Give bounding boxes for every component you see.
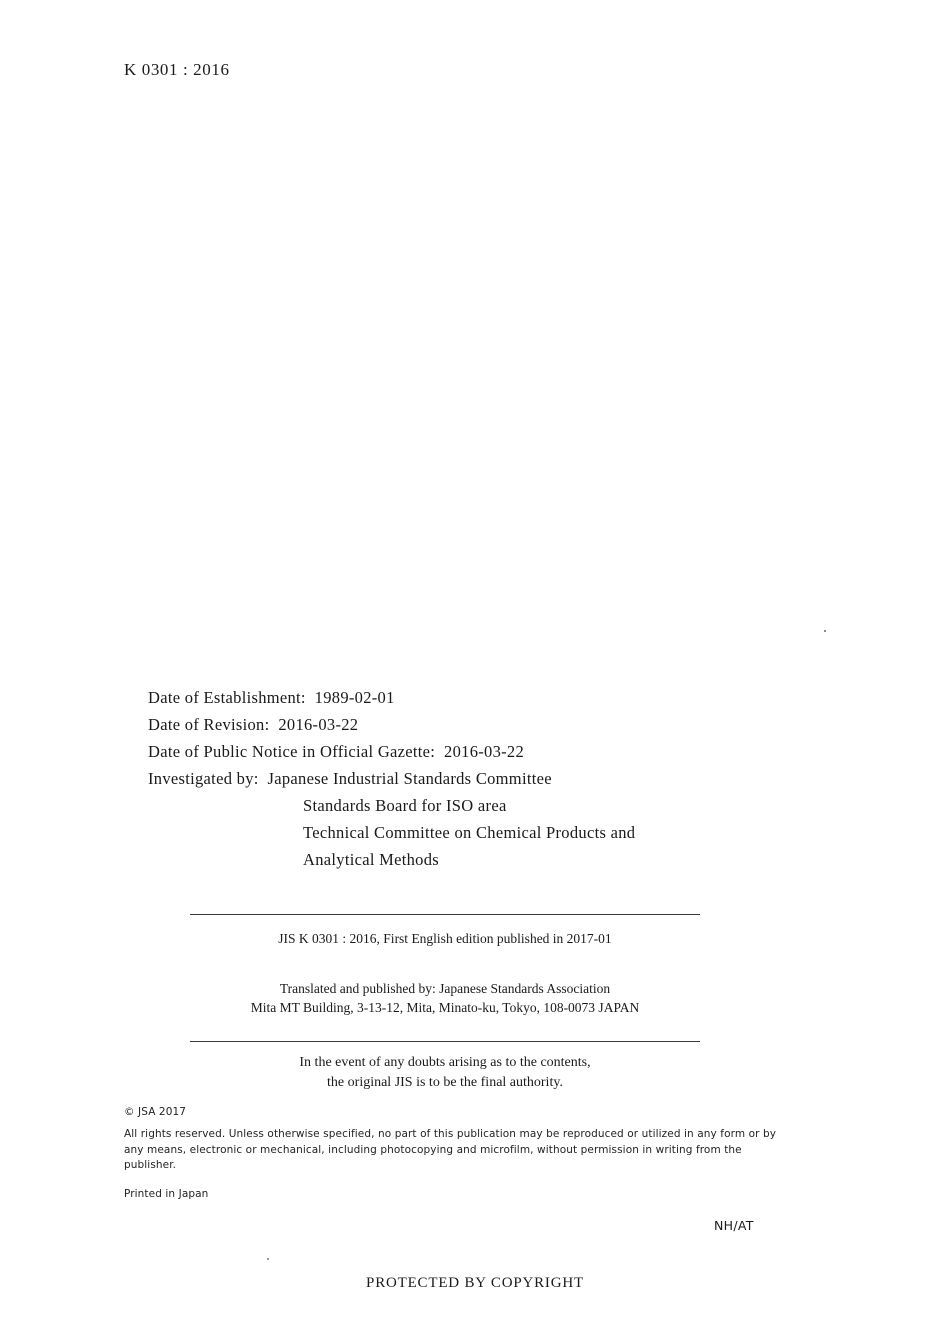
metadata-line-investigated-by: Investigated by: Japanese Industrial Standards Committee [148, 769, 552, 788]
metadata-line-revision: Date of Revision: 2016-03-22 [148, 715, 359, 734]
copyright-notice: © JSA 2017 [124, 1106, 187, 1118]
metadata-line-analytical-methods: Analytical Methods [303, 850, 439, 869]
metadata-line-public-notice: Date of Public Notice in Official Gazette: 2016-03-22 [148, 742, 525, 761]
metadata-line-technical-committee: Technical Committee on Chemical Products and [303, 823, 636, 842]
authority-notice [190, 1053, 700, 1093]
divider-bottom [190, 1041, 700, 1042]
authority-line-1: In the event of any doubts arising as to the contents, [299, 1055, 591, 1070]
scan-artifact-dot-secondary [267, 1258, 269, 1260]
metadata-line-standards-board: Standards Board for ISO area [303, 796, 507, 815]
scan-artifact-dot [824, 630, 826, 632]
establishment-metadata-block [148, 684, 798, 873]
publication-edition: JIS K 0301 : 2016, First English edition published in 2017-01 [278, 931, 612, 946]
publication-block [190, 925, 700, 1018]
authority-line-2: the original JIS is to be the final authority. [327, 1075, 563, 1090]
all-rights-reserved-text: All rights reserved. Unless otherwise specified, no part of this publication may be reproduced or utilized in any form or by any means, electronic or mechanical, including photocopying and microfilm, without permission in writing from the publisher. [124, 1128, 777, 1171]
page-footer-copyright: PROTECTED BY COPYRIGHT [366, 1275, 584, 1291]
metadata-line-establishment: Date of Establishment: 1989-02-01 [148, 688, 395, 707]
publication-translated-by: Translated and published by: Japanese Standards Association [279, 981, 611, 996]
publication-address: Mita MT Building, 3-13-12, Mita, Minato-ku, Tokyo, 108-0073 JAPAN [250, 1000, 640, 1015]
divider-top [190, 914, 700, 915]
page-header-standard-code: K 0301 : 2016 [124, 60, 230, 79]
translation-mark: NH/AT [714, 1218, 754, 1233]
copyright-block [124, 1105, 784, 1202]
printed-in-japan: Printed in Japan [124, 1187, 209, 1200]
